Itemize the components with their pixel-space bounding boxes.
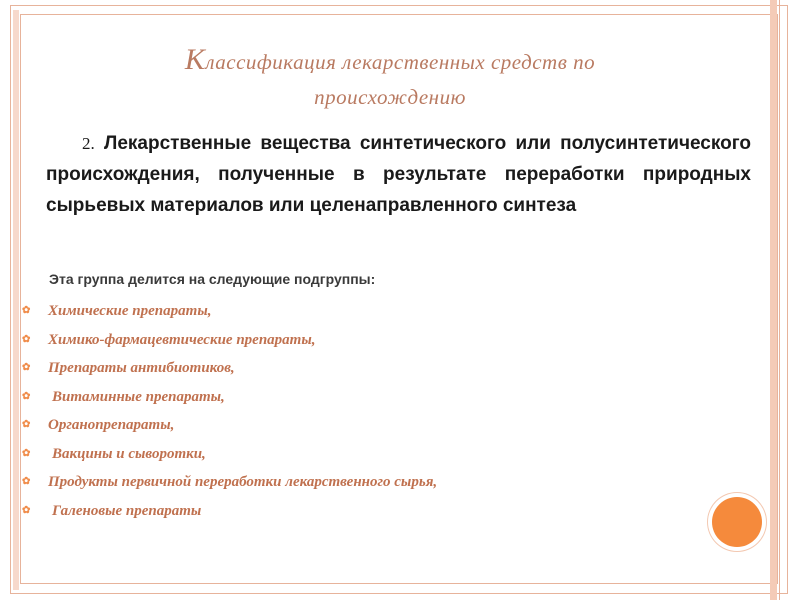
bullet-icon: ✿ — [22, 476, 31, 487]
subgroups-intro: Эта группа делится на следующие подгруппы: — [49, 271, 376, 287]
left-decorative-band — [13, 10, 19, 590]
title-initial: К — [184, 43, 206, 76]
bullet-icon: ✿ — [22, 419, 31, 430]
item-number: 2. — [82, 134, 95, 153]
right-decorative-line — [779, 0, 780, 600]
list-item: ✿ Препараты антибиотиков, — [22, 354, 742, 383]
right-decorative-band — [770, 0, 777, 600]
bullet-icon: ✿ — [22, 305, 31, 316]
bullet-icon: ✿ — [22, 504, 31, 516]
list-item: ✿ Химические препараты, — [22, 297, 742, 326]
bullet-icon: ✿ — [22, 333, 31, 345]
main-text: Лекарственные вещества синтетического или полусинтетического происхождения, полученные в результате переработки природных сырьевых материалов или целенаправленного синтеза — [46, 133, 752, 216]
title-line2: происхождению — [314, 85, 466, 109]
title-line1: лассификация лекарственных средств по — [205, 50, 596, 74]
main-paragraph — [46, 128, 751, 221]
list-item: ✿ Химико-фармацевтические препараты, — [22, 326, 742, 355]
list-item: ✿ Витаминные препараты, — [22, 383, 742, 412]
list-item: ✿ Галеновые препараты — [22, 497, 742, 526]
list-item: ✿ Продукты первичной переработки лекарственного сырья, — [22, 468, 742, 497]
bullet-icon: ✿ — [22, 362, 31, 373]
list-item: ✿ Органопрепараты, — [22, 411, 742, 440]
bullet-icon: ✿ — [22, 447, 31, 459]
list-item: ✿ Вакцины и сыворотки, — [22, 440, 742, 469]
bullet-icon: ✿ — [22, 390, 31, 402]
slide-title — [60, 44, 720, 116]
subgroups-list — [22, 297, 742, 525]
